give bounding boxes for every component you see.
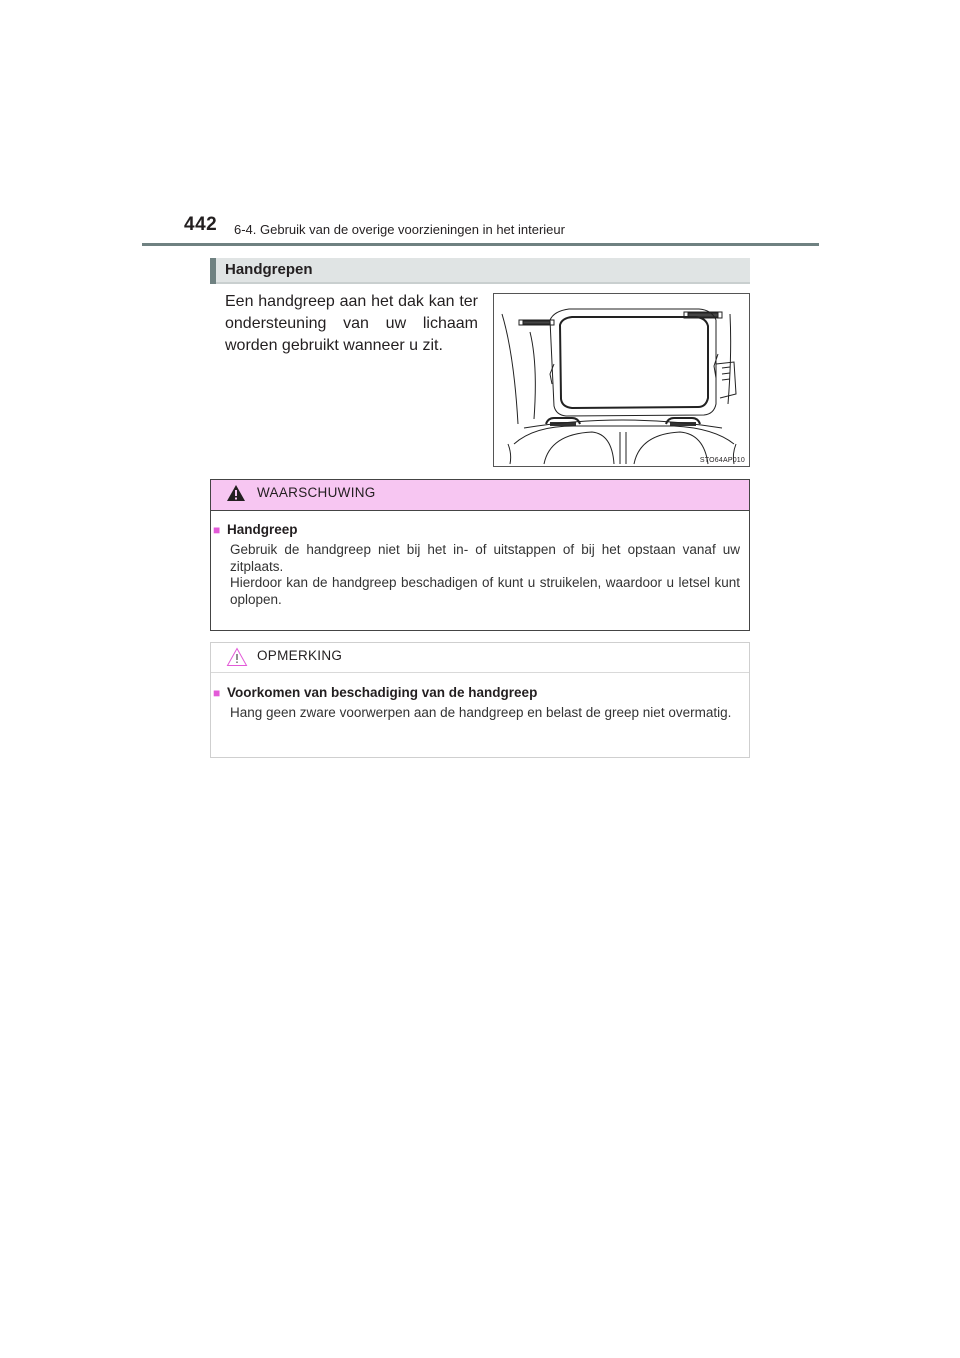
note-item-title — [213, 685, 537, 700]
page-number: 442 — [184, 214, 218, 235]
section-accent — [210, 258, 216, 284]
warning-item-title-text: Handgreep — [227, 522, 298, 537]
warning-box — [210, 479, 750, 631]
warning-paragraph: Gebruik de handgreep niet bij het in- of uitstappen of bij het opstaan vanaf uw zitplaats. — [230, 542, 740, 574]
section-title: Handgrepen — [225, 261, 313, 278]
figure-code: STO64AP010 — [699, 457, 745, 464]
note-header — [211, 643, 749, 673]
warning-paragraph: Hierdoor kan de handgreep beschadigen of kunt u struikelen, waardoor u letsel kunt oplopen. — [230, 575, 740, 607]
caution-outline-icon — [226, 647, 248, 672]
warning-triangle-icon — [226, 484, 246, 507]
warning-header — [211, 480, 749, 511]
note-item-title-text: Voorkomen van beschadiging van de handgreep — [227, 685, 538, 700]
note-paragraph: Hang geen zware voorwerpen aan de handgreep en belast de greep niet overmatig. — [230, 705, 732, 720]
warning-label: WAARSCHUWING — [257, 485, 376, 500]
header-rule — [142, 243, 819, 246]
warning-item-title — [213, 522, 298, 537]
intro-paragraph: Een handgreep aan het dak kan ter ondersteuning van uw lichaam worden gebruikt wanneer u zit. — [225, 293, 478, 354]
note-box — [210, 642, 750, 758]
car-roof-drawing — [494, 294, 749, 466]
roof-handgrip-illustration — [493, 293, 750, 467]
section-heading-bar — [210, 258, 750, 284]
bullet-square-icon: ■ — [213, 523, 221, 537]
warning-item-body — [230, 542, 740, 608]
note-label: OPMERKING — [257, 648, 343, 663]
note-item-body — [230, 705, 740, 722]
bullet-square-icon: ■ — [213, 686, 221, 700]
chapter-title: 6-4. Gebruik van de overige voorzieningen in het interieur — [234, 222, 565, 237]
